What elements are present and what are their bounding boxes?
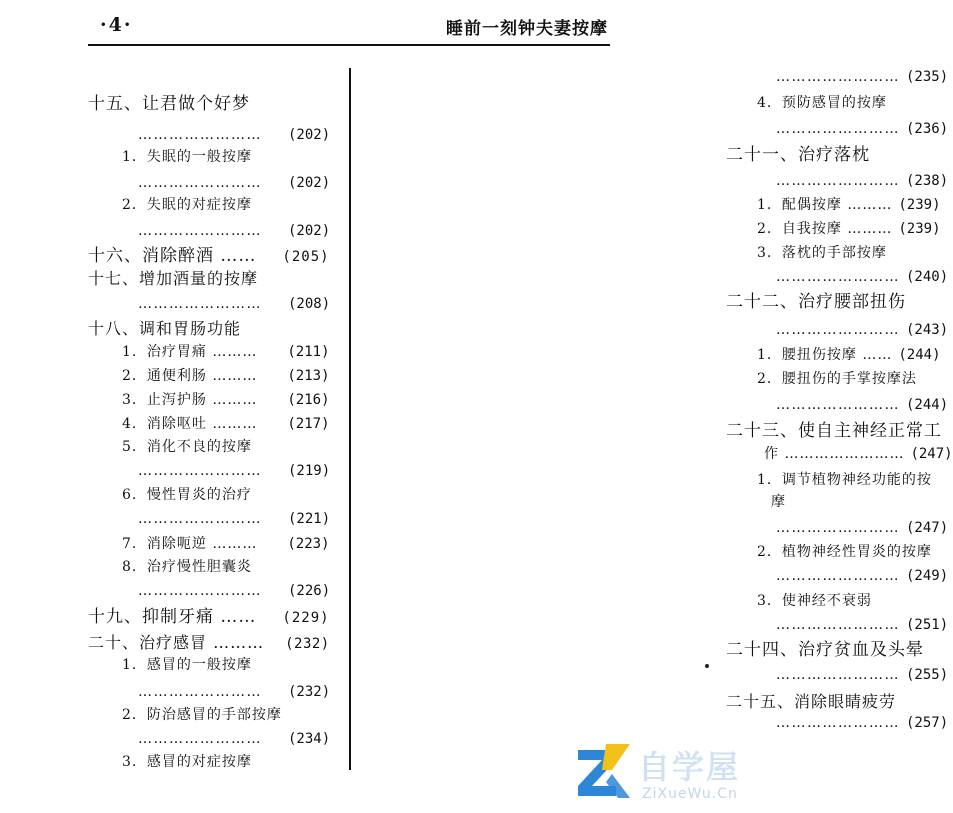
toc-entry-page: (238): [906, 173, 949, 189]
toc-entry-text: ……………………: [138, 583, 262, 599]
page-number: ·4·: [100, 14, 133, 36]
toc-entry-text: ……………………: [138, 731, 262, 747]
watermark-url: ZiXueWu.Cn: [642, 786, 738, 802]
toc-entry: [757, 196, 941, 214]
toc-entry-page: (205): [282, 249, 330, 265]
toc-entry-text: ……………………: [138, 223, 262, 239]
toc-entry: [776, 172, 948, 190]
toc-entry: [757, 543, 932, 561]
toc-entry-page: (249): [906, 568, 949, 584]
toc-entry: [122, 415, 330, 433]
toc-entry: [88, 318, 241, 340]
toc-entry-text: 二十三、使自主神经正常工: [726, 421, 942, 441]
toc-entry: [138, 174, 330, 192]
toc-entry-text: 2．植物神经性胃炎的按摩: [757, 544, 932, 560]
toc-entry: [776, 616, 948, 634]
toc-entry: [757, 370, 917, 388]
toc-entry: [776, 68, 948, 86]
toc-entry: [122, 535, 330, 553]
toc-entry-page: (232): [285, 636, 330, 652]
toc-entry-page: (244): [906, 397, 949, 413]
zixuewu-logo-icon: [572, 740, 634, 802]
toc-entry-text: 2．通便利肠 ………: [122, 368, 258, 384]
toc-entry-text: 2．腰扭伤的手掌按摩法: [757, 371, 917, 387]
book-title: 睡前一刻钟夫妻按摩: [446, 19, 608, 39]
toc-entry: [726, 291, 906, 313]
toc-entry-text: 十六、消除醉酒 ……: [88, 246, 257, 266]
toc-entry-page: (219): [288, 463, 331, 479]
toc-entry-text: ……………………: [776, 568, 900, 584]
toc-entry: [88, 268, 258, 290]
toc-entry: [776, 714, 948, 732]
toc-entry: [726, 144, 870, 166]
toc-entry-page: (234): [288, 731, 331, 747]
toc-entry: [771, 493, 786, 511]
toc-entry-page: (235): [906, 69, 949, 85]
page-header: [0, 0, 768, 50]
toc-entry-page: (232): [288, 684, 331, 700]
toc-entry-text: ……………………: [776, 173, 900, 189]
toc-entry: [726, 691, 896, 713]
toc-entry-text: ……………………: [776, 322, 900, 338]
toc-entry: [757, 592, 872, 610]
toc-entry: [88, 93, 250, 115]
toc-entry-text: 7．消除呃逆 ………: [122, 536, 258, 552]
toc-entry-text: ……………………: [138, 296, 262, 312]
toc-entry: [122, 486, 252, 504]
toc-entry-text: 1．感冒的一般按摩: [122, 657, 252, 673]
toc-entry: [122, 706, 282, 724]
toc-entry-text: ……………………: [776, 667, 900, 683]
toc-entry: [776, 321, 948, 339]
toc-entry-page: (217): [287, 416, 330, 432]
header-rule: [88, 44, 610, 46]
toc-entry: [138, 510, 330, 528]
toc-entry-text: 二十、治疗感冒 ………: [88, 633, 265, 652]
toc-entry: [88, 606, 330, 629]
toc-entry-page: (226): [288, 583, 331, 599]
toc-entry: [757, 94, 887, 112]
toc-entry: [776, 519, 948, 537]
toc-entry-text: 1．腰扭伤按摩 ……: [757, 347, 893, 363]
toc-entry: [138, 126, 330, 144]
toc-entry-text: 3．感冒的对症按摩: [122, 754, 252, 770]
toc-entry-text: 1．调节植物神经功能的按: [757, 472, 932, 488]
toc-entry: [726, 420, 942, 442]
toc-entry-page: (202): [288, 127, 331, 143]
toc-entry-page: (236): [906, 121, 949, 137]
toc-entry-text: ……………………: [776, 397, 900, 413]
toc-entry: [122, 367, 330, 385]
toc-entry-text: ……………………: [776, 520, 900, 536]
toc-entry-text: 6．慢性胃炎的治疗: [122, 487, 252, 503]
toc-entry-page: (216): [287, 392, 330, 408]
toc-entry: [122, 438, 252, 456]
toc-entry-text: ……………………: [138, 463, 262, 479]
toc-entry-page: (211): [287, 344, 330, 360]
toc-entry: [776, 268, 948, 286]
toc-entry-page: (247): [906, 520, 949, 536]
toc-entry: [757, 471, 932, 489]
toc-entry: [757, 244, 887, 262]
toc-entry: [776, 666, 948, 684]
toc-entry: [138, 222, 330, 240]
toc-entry-text: 2．失眠的对症按摩: [122, 197, 252, 213]
toc-entry-page: (221): [288, 511, 331, 527]
toc-entry-text: 二十一、治疗落枕: [726, 145, 870, 165]
toc-entry: [776, 120, 948, 138]
toc-entry-text: 1．配偶按摩 ………: [757, 197, 893, 213]
toc-entry: [757, 220, 941, 238]
toc-entry: [757, 346, 941, 364]
toc-entry-text: 4．消除呕吐 ………: [122, 416, 258, 432]
toc-entry-text: 十八、调和胃肠功能: [88, 319, 242, 338]
toc-entry-text: 5．消化不良的按摩: [122, 439, 252, 455]
toc-entry: [764, 445, 953, 463]
toc-entry-text: 3．止泻护肠 ………: [122, 392, 258, 408]
toc-entry-text: 3．使神经不衰弱: [757, 593, 872, 609]
toc-entry-page: (257): [906, 715, 949, 731]
toc-entry: [138, 582, 330, 600]
toc-entry-text: 十五、让君做个好梦: [88, 94, 250, 114]
toc-entry-page: (223): [287, 536, 330, 552]
toc-entry-text: 摩: [771, 494, 786, 510]
toc-entry-page: (213): [287, 368, 330, 384]
toc-entry-text: 十七、增加酒量的按摩: [88, 269, 259, 288]
toc-entry-text: 二十二、治疗腰部扭伤: [726, 292, 906, 312]
toc-entry: [122, 656, 252, 674]
watermark-name: 自学屋: [638, 748, 741, 786]
toc-entry-text: 1．失眠的一般按摩: [122, 149, 252, 165]
toc-entry: [122, 558, 252, 576]
watermark: [572, 740, 768, 813]
toc-entry: [138, 683, 330, 701]
toc-entry: [122, 391, 330, 409]
scan-speck: [705, 664, 709, 668]
toc-entry: [138, 730, 330, 748]
toc-entry-text: 2．自我按摩 ………: [757, 221, 893, 237]
toc-entry-page: (202): [288, 175, 331, 191]
toc-entry-text: ……………………: [776, 69, 900, 85]
toc-entry-text: ……………………: [776, 121, 900, 137]
toc-entry: [776, 396, 948, 414]
toc-entry-text: ……………………: [138, 511, 262, 527]
toc-entry-page: (240): [906, 269, 949, 285]
column-divider: [349, 68, 351, 770]
toc-entry: [88, 245, 330, 268]
toc-entry-page: (251): [906, 617, 949, 633]
toc-entry-page: (229): [282, 610, 330, 626]
toc-entry: [138, 462, 330, 480]
toc-entry: [122, 753, 252, 771]
toc-entry-text: 二十五、消除眼睛疲劳: [726, 692, 897, 711]
toc-entry-text: 二十四、治疗贫血及头晕: [726, 640, 924, 660]
toc-entry-text: ……………………: [138, 684, 262, 700]
toc-entry-text: 3．落枕的手部按摩: [757, 245, 887, 261]
toc-entry-text: ……………………: [776, 715, 900, 731]
toc-entry-text: ……………………: [776, 617, 900, 633]
toc-entry: [726, 639, 924, 661]
toc-entry-page: (243): [906, 322, 949, 338]
toc-entry: [122, 196, 252, 214]
toc-entry: [776, 567, 948, 585]
toc-entry: [138, 295, 330, 313]
toc-entry-text: ……………………: [138, 175, 262, 191]
toc-entry: [122, 148, 252, 166]
toc-entry-text: 8．治疗慢性胆囊炎: [122, 559, 252, 575]
toc-entry: [88, 632, 330, 655]
toc-entry-text: ……………………: [776, 269, 900, 285]
toc-entry-page: (239): [898, 221, 941, 237]
toc-entry-page: (255): [906, 667, 949, 683]
toc-entry-text: 2．防治感冒的手部按摩: [122, 707, 282, 723]
toc-entry-page: (239): [898, 197, 941, 213]
toc-entry-text: 十九、抑制牙痛 ……: [88, 607, 257, 627]
toc-entry-page: (208): [288, 296, 331, 312]
toc-entry-text: 1．治疗胃痛 ………: [122, 344, 258, 360]
toc-entry: [122, 343, 330, 361]
toc-entry-text: 4．预防感冒的按摩: [757, 95, 887, 111]
toc-entry-text: ……………………: [138, 127, 262, 143]
toc-entry-page: (244): [898, 347, 941, 363]
toc-entry-text: 作 ……………………: [764, 446, 905, 462]
toc-entry-page: (202): [288, 223, 331, 239]
toc-entry-page: (247): [910, 446, 953, 462]
